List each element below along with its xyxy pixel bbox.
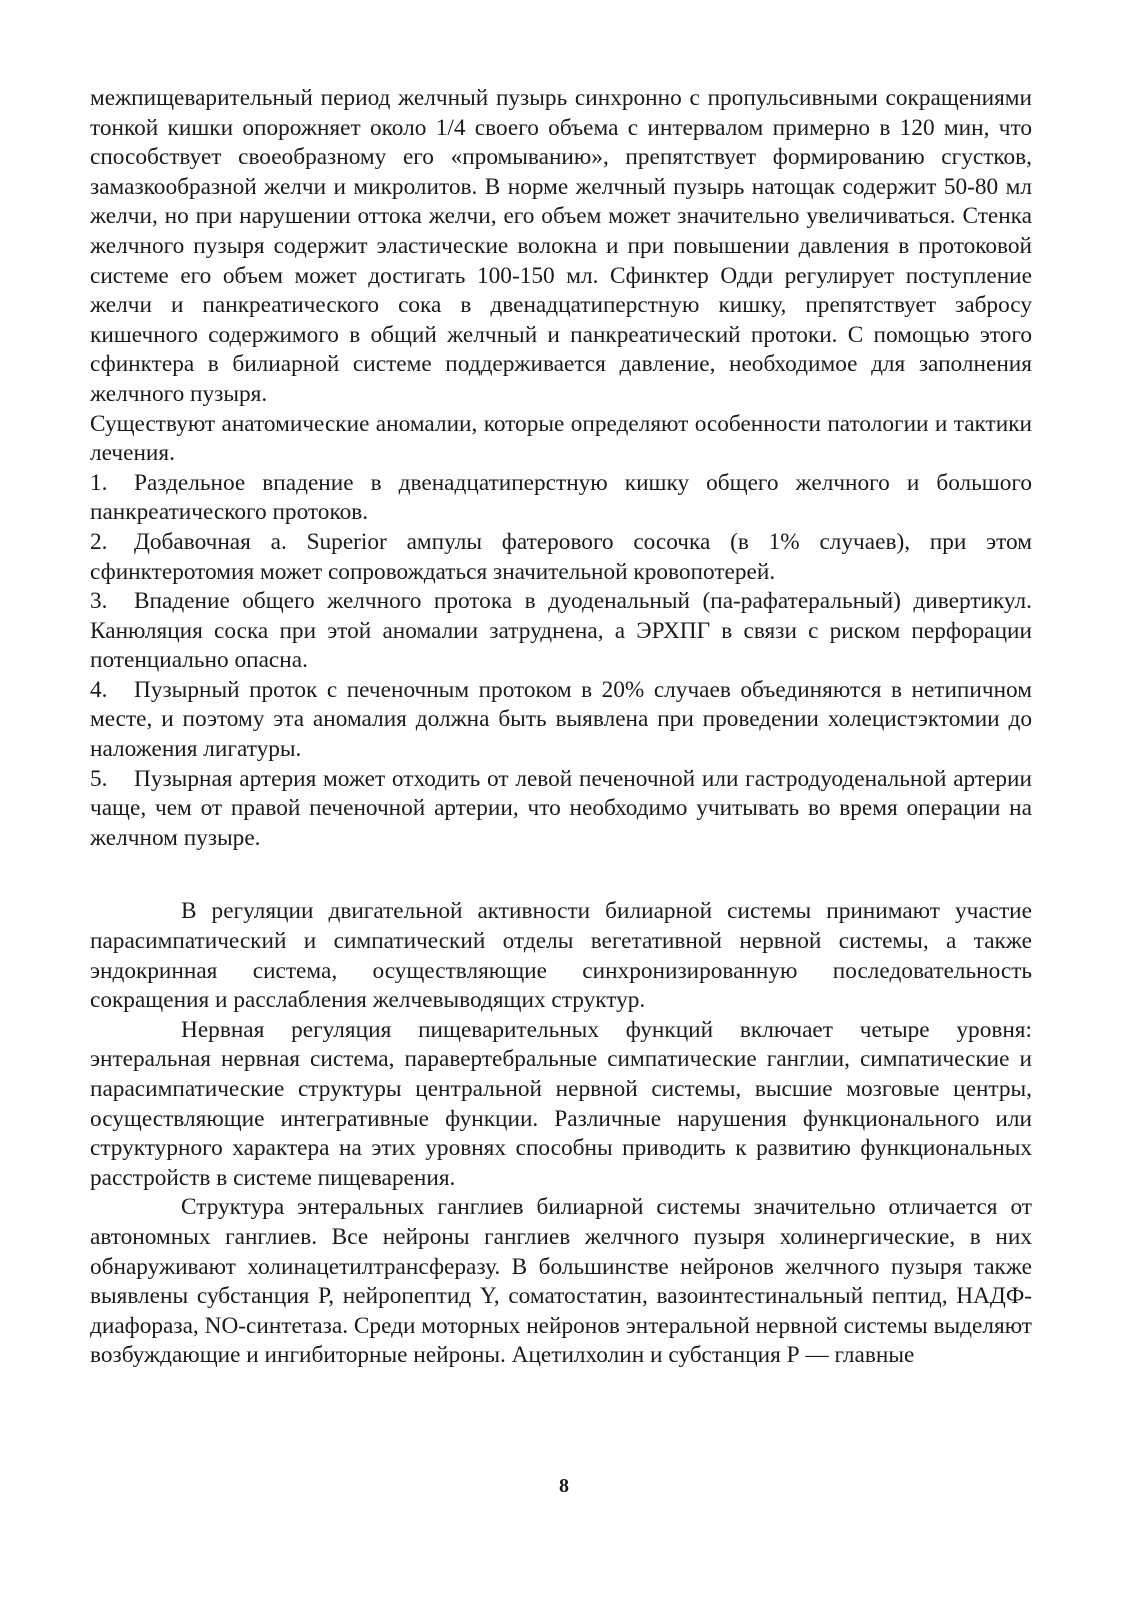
list-item-number: 4. xyxy=(90,676,108,703)
page-number: 8 xyxy=(559,1475,569,1497)
section-gap xyxy=(90,853,1032,897)
list-item xyxy=(90,765,1032,854)
list-item-number: 3. xyxy=(90,588,108,615)
list-item xyxy=(90,528,1032,587)
list-item-text: Впадение общего желчного протока в дуоденальный (па-рафатеральный) дивертикул. Канюляция соска при этой аномалии затруднена, а ЭРХПГ в связи с риском перфорации потенциально опасна. xyxy=(90,588,1032,674)
list-item xyxy=(90,587,1032,676)
paragraph-nervous-regulation: Нервная регуляция пищеварительных функций включает четыре уровня: энтеральная нервная система, паравертебральные симпатические ганглии, симпатические и парасимпатические структуры центральной нервной системы, высшие мозговые центры, осуществляющие интегративные функции. Различные нарушения функционального или структурного характера на этих уровнях способны приводить к развитию функциональных расстройств в системе пищеварения. xyxy=(90,1016,1032,1191)
list-item-text: Пузырная артерия может отходить от левой печеночной или гастродуоденальной артерии чаще, чем от правой печеночной артерии, что необходимо учитывать во время операции на желчном пузыре. xyxy=(90,765,1032,851)
anomalies-list xyxy=(90,469,1032,854)
list-item-text: Раздельное впадение в двенадцатиперстную кишку общего желчного и большого панкреатического протоков. xyxy=(90,469,1032,526)
list-item-number: 1. xyxy=(90,469,108,496)
paragraph-enteral-ganglia: Структура энтеральных ганглиев билиарной системы значительно отличается от автономных ганглиев. Все нейроны ганглиев желчного пузыря холинергические, в них обнаруживают холинацетилтрансферазу. В большинстве нейронов желчного пузыря также выявлены субстанция Р, нейропептид Y, соматостатин, вазоинтестинальный пептид, НАДФ-диафораза, NO-синтетаза. Среди моторных нейронов энтеральной нервной системы выделяют возбуждающие и ингибиторные нейроны. Ацетилхолин и субстанция Р — главные xyxy=(90,1194,1032,1369)
paragraph-motor-regulation: В регуляции двигательной активности билиарной системы принимают участие парасимпатический и симпатический отделы вегетативной нервной системы, а также эндокринная система, осуществляющие синхронизированную последовательность сокращения и расслабления желчевыводящих структур. xyxy=(90,898,1032,1014)
paragraph-gallbladder-function: межпищеварительный период желчный пузырь синхронно с пропульсивными сокращениями тонкой кишки опорожняет около 1/4 своего объема с интервалом примерно в 120 мин, что способствует своеобразному его «промыванию», препятствует формированию сгустков, замазкообразной желчи и микролитов. В норме желчный пузырь натощак содержит 50-80 мл желчи, но при нарушении оттока желчи, его объем может значительно увеличиваться. Стенка желчного пузыря содержит эластические волокна и при повышении давления в протоковой системе его объем может достигать 100-150 мл. Сфинктер Одди регулирует поступление желчи и панкреатического сока в двенадцатиперстную кишку, препятствует забросу кишечного содержимого в общий желчный и панкреатический протоки. С помощью этого сфинктера в билиарной системе поддерживается давление, необходимое для заполнения желчного пузыря. xyxy=(90,85,1032,407)
list-item xyxy=(90,676,1032,765)
paragraph-anomalies-intro: Существуют анатомические аномалии, которые определяют особенности патологии и тактики лечения. xyxy=(90,410,1032,467)
list-item-number: 5. xyxy=(90,765,108,792)
list-item-number: 2. xyxy=(90,528,108,555)
list-item xyxy=(90,469,1032,528)
list-item-text: Добавочная a. Superior ампулы фатерового сосочка (в 1% случаев), при этом сфинктеротомия может сопровождаться значительной кровопотерей. xyxy=(90,528,1032,585)
page-body xyxy=(90,84,1032,1371)
list-item-text: Пузырный проток с печеночным протоком в 20% случаев объединяются в нетипичном месте, и поэтому эта аномалия должна быть выявлена при проведении холецистэктомии до наложения лигатуры. xyxy=(90,676,1032,763)
